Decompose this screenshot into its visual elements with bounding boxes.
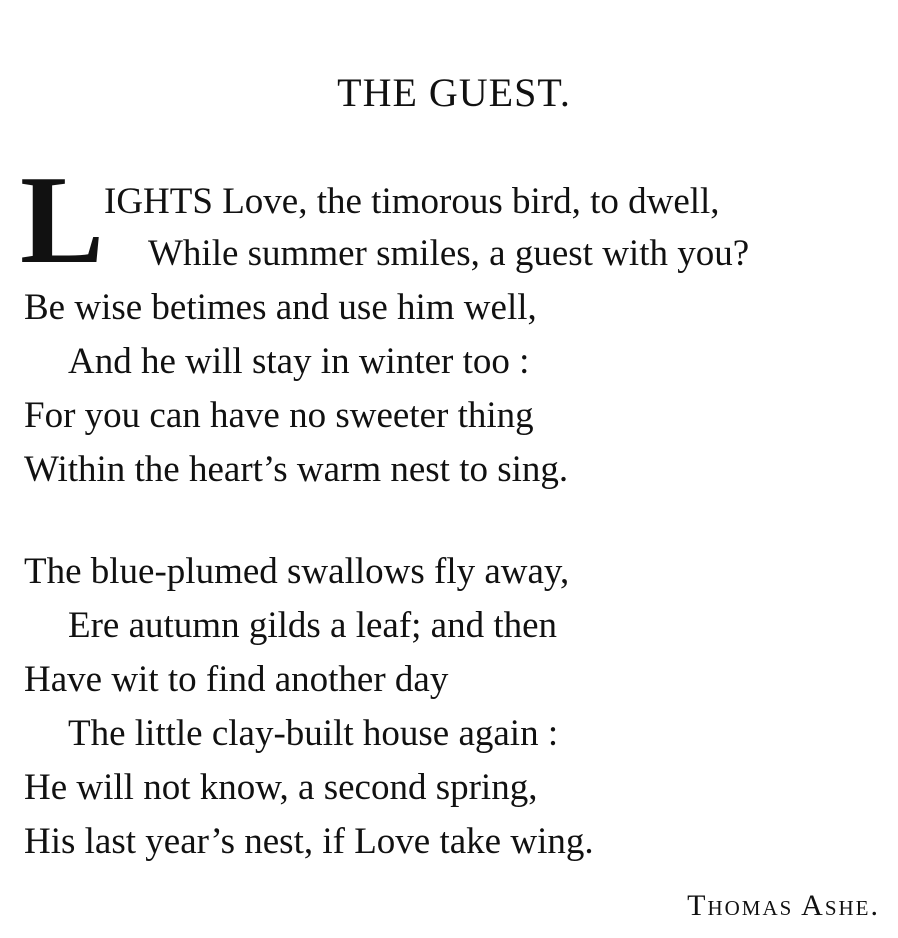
stanza1-line4: And he will stay in winter too :	[68, 341, 530, 382]
stanza2-line3: Have wit to find another day	[24, 659, 449, 700]
poem-title: THE GUEST.	[337, 70, 571, 115]
stanza1-line6: Within the heart’s warm nest to sing.	[24, 449, 569, 490]
stanza2-line2: Ere autumn gilds a leaf; and then	[68, 605, 558, 646]
stanza1-line3: Be wise betimes and use him well,	[24, 287, 537, 328]
stanza2-line6: His last year’s nest, if Love take wing.	[24, 821, 594, 862]
author-signature: Thomas Ashe.	[687, 889, 880, 922]
stanza1-line5: For you can have no sweeter thing	[24, 395, 534, 436]
stanza1-line2: While summer smiles, a guest with you?	[148, 233, 750, 274]
stanza2-line1: The blue-plumed swallows fly away,	[24, 551, 570, 592]
stanza2-line5: He will not know, a second spring,	[24, 767, 538, 808]
drop-cap: L	[20, 151, 105, 290]
stanza1-line1: IGHTS Love, the timorous bird, to dwell,	[104, 181, 720, 222]
stanza2-line4: The little clay-built house again :	[68, 713, 559, 754]
